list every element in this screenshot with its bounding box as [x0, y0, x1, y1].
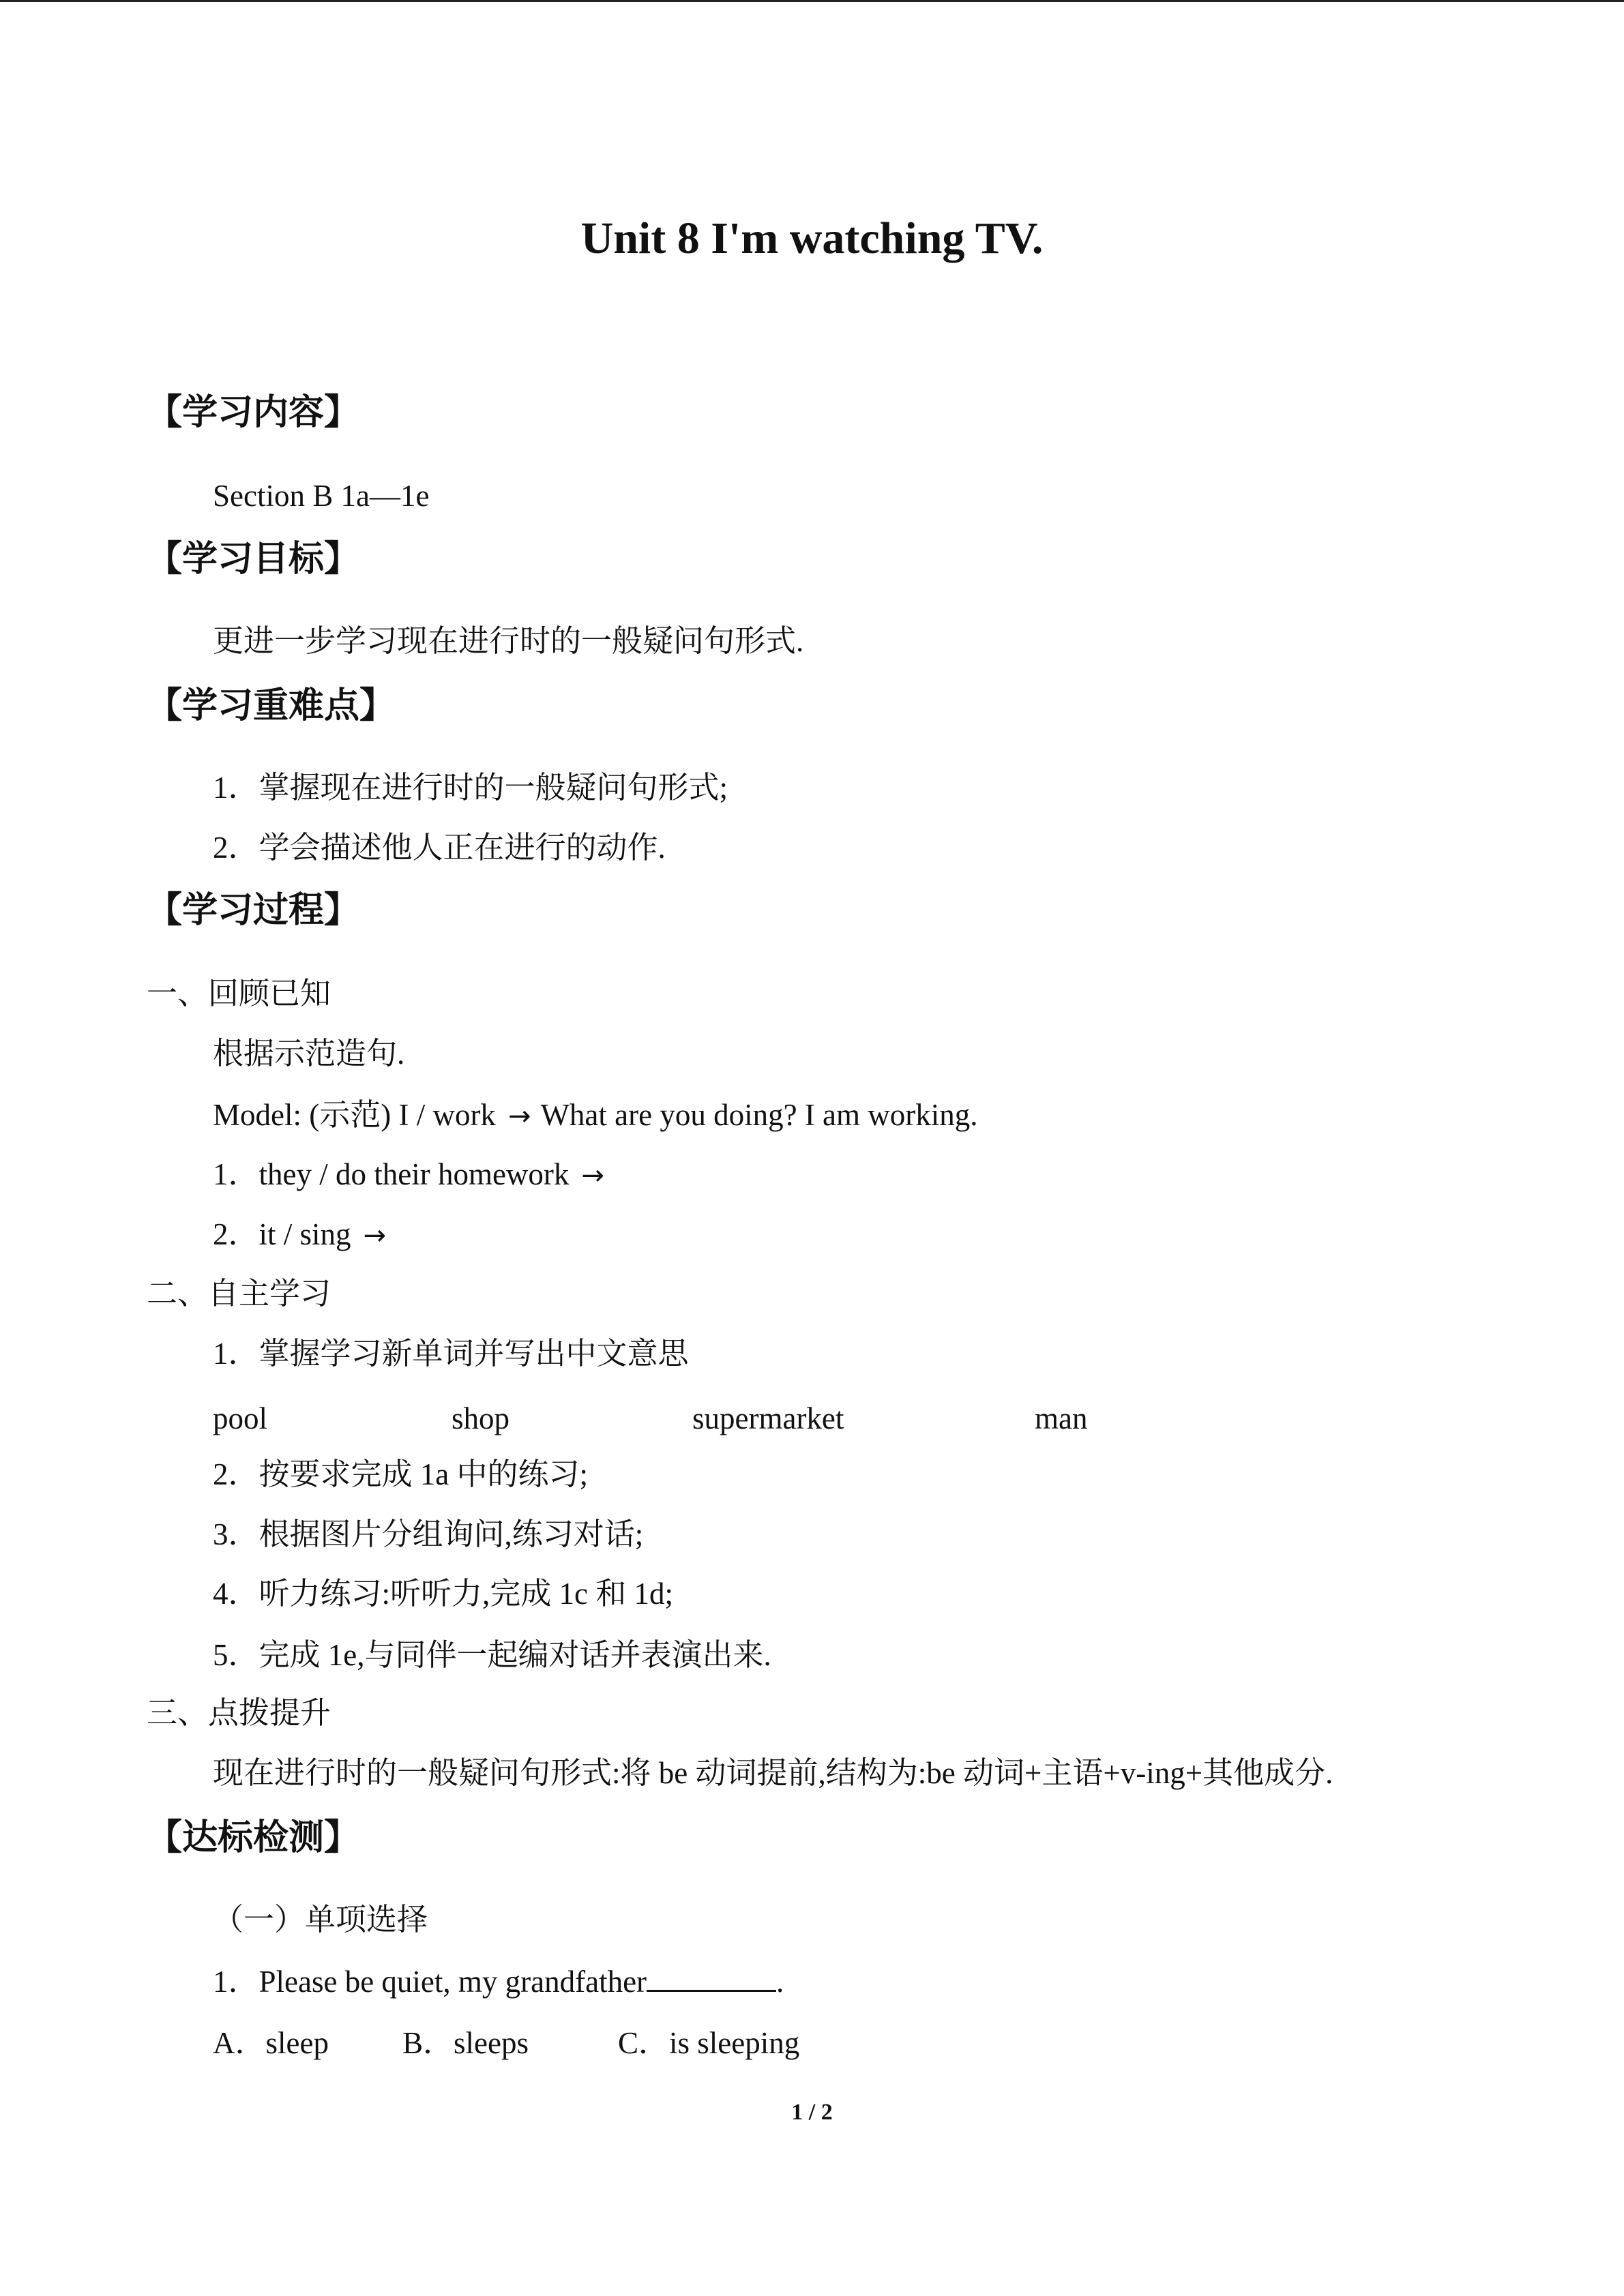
self-study-3: 3．根据图片分组询问,练习对话; [213, 1517, 644, 1551]
section-heading-process: 【学习过程】 [147, 890, 360, 931]
self-study-4: 4．听力练习:听听力,完成 1c 和 1d; [213, 1577, 673, 1611]
option-b: B．sleeps [402, 2026, 529, 2060]
goal-text: 更进一步学习现在进行时的一般疑问句形式. [213, 624, 804, 658]
vocab-word: pool [213, 1401, 268, 1435]
self-study-1: 1．掌握学习新单词并写出中文意思 [213, 1337, 689, 1371]
option-c: C．is sleeping [618, 2026, 800, 2060]
section-heading-goal: 【学习目标】 [147, 539, 360, 580]
self-study-5: 5．完成 1e,与同伴一起编对话并表演出来. [213, 1638, 771, 1672]
key-point-2: 2．学会描述他人正在进行的动作. [213, 831, 666, 865]
question-1-end: . [776, 1965, 784, 1999]
test-subheading: （一）单项选择 [213, 1903, 428, 1937]
question-1-stem: 1．Please be quiet, my grandfather [213, 1965, 647, 1999]
tips-heading: 三、点拨提升 [147, 1696, 331, 1730]
question-1-options [213, 2023, 799, 2063]
arrow-icon: → [363, 1220, 387, 1251]
section-heading-content: 【学习内容】 [147, 392, 360, 433]
model-answer: What are you doing? I am working. [540, 1098, 978, 1132]
content-text: Section B 1a—1e [213, 479, 430, 513]
arrow-icon: → [581, 1160, 604, 1191]
model-sentence [213, 1094, 978, 1137]
question-1 [213, 1961, 784, 2002]
review-item-1-text: 1．they / do their homework [213, 1157, 570, 1191]
vocab-word: supermarket [692, 1401, 844, 1435]
review-item-1 [213, 1154, 614, 1196]
section-heading-test: 【达标检测】 [147, 1817, 360, 1858]
option-a: A．sleep [213, 2026, 329, 2060]
review-instruction: 根据示范造句. [213, 1037, 405, 1071]
self-study-heading: 二、自主学习 [147, 1277, 331, 1311]
tips-text: 现在进行时的一般疑问句形式:将 be 动词提前,结构为:be 动词+主语+v-ing+其他成分. [213, 1756, 1333, 1790]
key-point-1: 1．掌握现在进行时的一般疑问句形式; [213, 771, 728, 805]
vocab-word: man [1035, 1401, 1088, 1435]
model-prompt: Model: (示范) I / work [213, 1098, 496, 1132]
document-title: Unit 8 I'm watching TV. [580, 213, 1044, 263]
page-number: 1 / 2 [791, 2100, 833, 2125]
vocab-word: shop [452, 1401, 510, 1435]
review-heading: 一、回顾已知 [147, 976, 331, 1011]
self-study-2: 2．按要求完成 1a 中的练习; [213, 1457, 588, 1491]
arrow-icon: → [507, 1101, 531, 1132]
review-item-2 [213, 1214, 396, 1256]
review-item-2-text: 2．it / sing [213, 1217, 351, 1251]
answer-blank [647, 1963, 776, 1992]
section-heading-key-points: 【学习重难点】 [147, 685, 396, 726]
